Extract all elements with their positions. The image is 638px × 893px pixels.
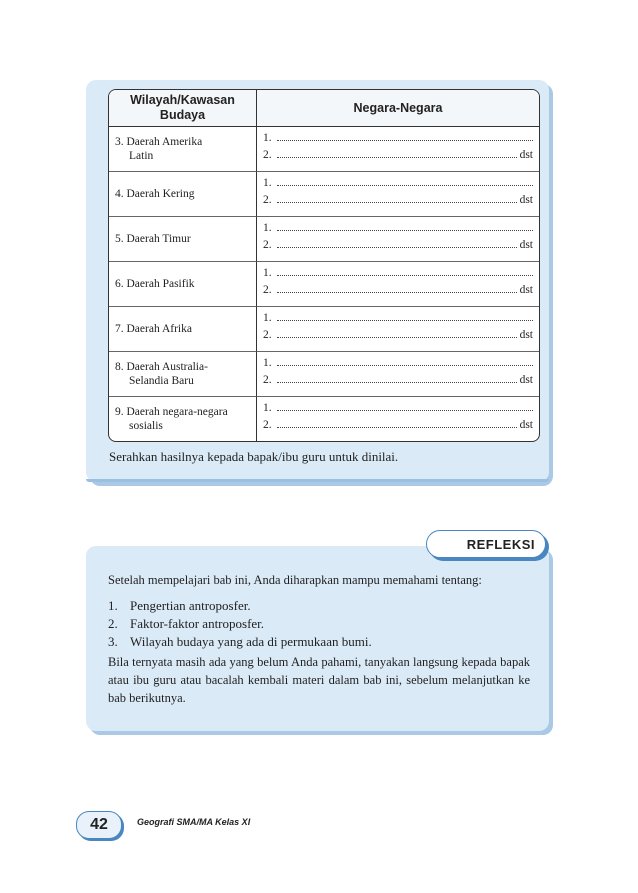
region-cell (109, 172, 257, 217)
refleksi-intro: Setelah mempelajari bab ini, Anda diharapkan mampu memahami tentang: (108, 573, 482, 587)
region-number: 7. (115, 323, 124, 335)
countries-cell (257, 262, 539, 307)
fill-in-dots (277, 382, 517, 383)
fill-in-dots (277, 157, 517, 158)
table-row (109, 172, 539, 217)
list-item (108, 633, 372, 651)
table-row (109, 352, 539, 397)
fill-in-dots (277, 247, 517, 248)
list-item-number: 3. (108, 634, 118, 649)
entry-number: 1. (263, 357, 272, 369)
book-title: Geografi SMA/MA Kelas XI (137, 817, 251, 827)
refleksi-list (108, 597, 372, 651)
dst-label: dst (519, 239, 533, 251)
table-row (109, 217, 539, 262)
dst-label: dst (519, 329, 533, 341)
list-item-text: Wilayah budaya yang ada di permukaan bumi. (130, 634, 372, 649)
country-entry-1 (263, 132, 533, 149)
list-item-text: Faktor-faktor antroposfer. (130, 616, 265, 631)
country-entry-1 (263, 357, 533, 374)
countries-cell (257, 217, 539, 262)
entry-number: 2. (263, 329, 272, 341)
fill-in-dots (277, 365, 533, 366)
country-entry-1 (263, 267, 533, 284)
region-name-line2: Selandia Baru (129, 375, 194, 387)
list-item (108, 615, 372, 633)
country-entry-1 (263, 222, 533, 239)
countries-cell (257, 397, 539, 441)
fill-in-dots (277, 410, 533, 411)
list-item-text: Pengertian antroposfer. (130, 598, 251, 613)
entry-number: 1. (263, 267, 272, 279)
region-name: Daerah Australia- (126, 361, 208, 373)
region-name-line2: sosialis (129, 420, 163, 432)
region-cell (109, 217, 257, 262)
region-table (108, 89, 540, 442)
entry-number: 1. (263, 402, 272, 414)
region-name: Daerah Kering (126, 188, 195, 200)
fill-in-dots (277, 230, 533, 231)
fill-in-dots (277, 292, 517, 293)
country-entry-2 (263, 149, 533, 166)
entry-number: 2. (263, 419, 272, 431)
entry-number: 2. (263, 149, 272, 161)
table-row (109, 307, 539, 352)
region-cell (109, 352, 257, 397)
region-number: 8. (115, 361, 124, 373)
table-row (109, 127, 539, 172)
countries-cell (257, 307, 539, 352)
col-header-region (109, 90, 257, 127)
country-entry-2 (263, 419, 533, 436)
fill-in-dots (277, 275, 533, 276)
entry-number: 2. (263, 194, 272, 206)
region-number: 5. (115, 233, 124, 245)
country-entry-1 (263, 402, 533, 419)
fill-in-dots (277, 320, 533, 321)
country-entry-2 (263, 329, 533, 346)
fill-in-dots (277, 140, 533, 141)
country-entry-2 (263, 239, 533, 256)
region-name-line2: Latin (129, 150, 154, 162)
region-cell (109, 262, 257, 307)
region-name-line1 (115, 322, 250, 336)
region-number: 9. (115, 406, 124, 418)
refleksi-closing: Bila ternyata masih ada yang belum Anda pahami, tanyakan langsung kepada bapak atau ibu guru atau bacalah kembali materi dalam bab ini, sebelum melanjutkan ke bab berikutnya. (108, 655, 530, 705)
region-name-line1 (115, 277, 250, 291)
list-item-number: 2. (108, 616, 118, 631)
region-cell (109, 307, 257, 352)
region-name: Daerah Timur (126, 233, 191, 245)
dst-label: dst (519, 149, 533, 161)
page-number: 42 (76, 811, 122, 839)
countries-cell (257, 172, 539, 217)
entry-number: 2. (263, 284, 272, 296)
region-number: 4. (115, 188, 124, 200)
dst-label: dst (519, 374, 533, 386)
fill-in-dots (277, 202, 517, 203)
region-name: Daerah Afrika (126, 323, 192, 335)
list-item-number: 1. (108, 598, 118, 613)
countries-cell (257, 127, 539, 172)
entry-number: 1. (263, 132, 272, 144)
dst-label: dst (519, 194, 533, 206)
country-entry-1 (263, 312, 533, 329)
entry-number: 1. (263, 312, 272, 324)
activity-note: Serahkan hasilnya kepada bapak/ibu guru untuk dinilai. (109, 449, 399, 464)
fill-in-dots (277, 337, 517, 338)
region-name: Daerah negara-negara (126, 406, 228, 418)
dst-label: dst (519, 419, 533, 431)
region-number: 3. (115, 136, 124, 148)
region-name-line1 (115, 135, 250, 149)
fill-in-dots (277, 185, 533, 186)
col-header-region-line1: Wilayah/Kawasan (130, 93, 235, 107)
entry-number: 2. (263, 374, 272, 386)
col-header-countries: Negara-Negara (257, 90, 539, 127)
entry-number: 1. (263, 222, 272, 234)
region-name-line1 (115, 360, 250, 374)
region-name: Daerah Amerika (126, 136, 203, 148)
entry-number: 1. (263, 177, 272, 189)
region-cell (109, 127, 257, 172)
dst-label: dst (519, 284, 533, 296)
region-name-line1 (115, 405, 250, 419)
country-entry-2 (263, 194, 533, 211)
table-row (109, 262, 539, 307)
country-entry-2 (263, 284, 533, 301)
table-row (109, 397, 539, 441)
fill-in-dots (277, 427, 517, 428)
region-number: 6. (115, 278, 124, 290)
refleksi-tab: REFLEKSI (426, 530, 546, 558)
region-name: Daerah Pasifik (126, 278, 195, 290)
region-name-line1 (115, 232, 250, 246)
countries-cell (257, 352, 539, 397)
entry-number: 2. (263, 239, 272, 251)
region-name-line1 (115, 187, 250, 201)
country-entry-1 (263, 177, 533, 194)
region-cell (109, 397, 257, 441)
col-header-region-line2: Budaya (159, 108, 206, 122)
table-header-row (109, 90, 539, 127)
country-entry-2 (263, 374, 533, 391)
list-item (108, 597, 372, 615)
